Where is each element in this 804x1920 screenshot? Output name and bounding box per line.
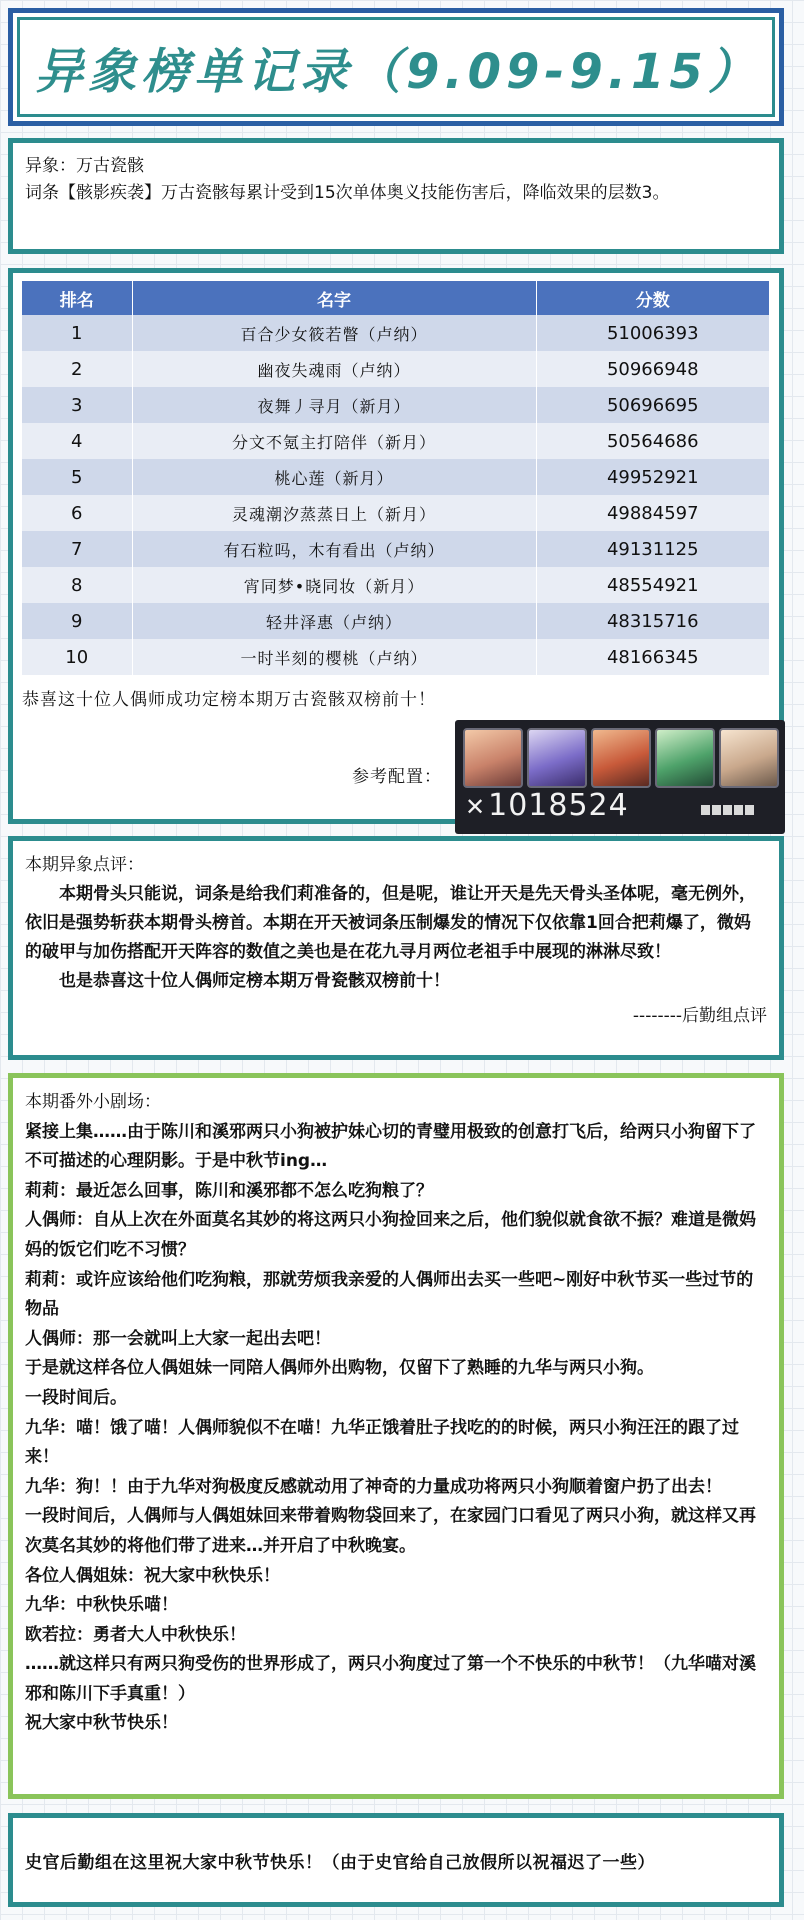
header-rank: 排名 bbox=[22, 281, 132, 315]
name-cell: 一时半刻的樱桃（卢纳） bbox=[132, 639, 536, 675]
page-title: 异象榜单记录（9.09-9.15） bbox=[35, 43, 761, 100]
table-row bbox=[22, 567, 770, 603]
reference-config bbox=[22, 710, 770, 830]
team-screenshot bbox=[455, 720, 785, 834]
story-line: 人偶师：自从上次在外面莫名其妙的将这两只小狗捡回来之后，他们貌似就食欲不振？难道是微妈妈的饭它们吃不习惯？ bbox=[25, 1210, 756, 1260]
review-paragraph: 也是恭喜这十位人偶师定榜本期万骨瓷骸双榜前十！ bbox=[59, 971, 450, 991]
config-label: 参考配置： bbox=[352, 767, 442, 787]
score-cell: 50564686 bbox=[536, 423, 770, 459]
review-paragraph: 本期骨头只能说，词条是给我们莉准备的，但是呢，谁让开天是先天骨头圣体呢，毫无例外，依旧是强势斩获本期骨头榜首。本期在开天被词条压制爆发的情况下仅依靠1回合把莉爆了，微妈的破甲与加伤搭配开天阵容的数值之美也是在花九寻月两位老祖手中展现的淋淋尽致！ bbox=[25, 884, 756, 962]
score-cell: 50696695 bbox=[536, 387, 770, 423]
rank-cell: 3 bbox=[22, 387, 132, 423]
name-cell: 轻井泽惠（卢纳） bbox=[132, 603, 536, 639]
review-panel bbox=[8, 836, 784, 1060]
score-cell: 49131125 bbox=[536, 531, 770, 567]
rank-cell: 4 bbox=[22, 423, 132, 459]
story-line: 一段时间后。 bbox=[25, 1387, 127, 1408]
name-cell: 夜舞丿寻月（新月） bbox=[132, 387, 536, 423]
footer-message: 史官后勤组在这里祝大家中秋节快乐！（由于史官给自己放假所以祝福迟了一些） bbox=[25, 1852, 655, 1873]
table-row bbox=[22, 495, 770, 531]
crossed-swords-icon: ✕ bbox=[465, 793, 487, 821]
rank-cell: 6 bbox=[22, 495, 132, 531]
story-line: 祝大家中秋节快乐！ bbox=[25, 1713, 178, 1734]
score-cell: 51006393 bbox=[536, 315, 770, 351]
story-line: 人偶师：那一会就叫上大家一起出去吧！ bbox=[25, 1328, 331, 1349]
table-row bbox=[22, 531, 770, 567]
table-row bbox=[22, 639, 770, 675]
score-cell: 48554921 bbox=[536, 567, 770, 603]
name-cell: 有石粒吗，木有看出（卢纳） bbox=[132, 531, 536, 567]
score-cell: 48166345 bbox=[536, 639, 770, 675]
rank-cell: 2 bbox=[22, 351, 132, 387]
ranking-header-row bbox=[22, 281, 770, 315]
story-line: 于是就这样各位人偶姐妹一同陪人偶师外出购物，仅留下了熟睡的九华与两只小狗。 bbox=[25, 1358, 654, 1379]
name-cell: 桃心莲（新月） bbox=[132, 459, 536, 495]
table-row bbox=[22, 315, 770, 351]
doll-portrait-icon bbox=[719, 728, 779, 788]
score-cell: 49884597 bbox=[536, 495, 770, 531]
name-cell: 分文不氪主打陪伴（新月） bbox=[132, 423, 536, 459]
buff-indicator-icon bbox=[701, 800, 777, 822]
review-signature: --------后勤组点评 bbox=[632, 1006, 767, 1026]
table-row bbox=[22, 387, 770, 423]
story-line: 九华：中秋快乐喵！ bbox=[25, 1595, 178, 1616]
rank-cell: 10 bbox=[22, 639, 132, 675]
rank-cell: 5 bbox=[22, 459, 132, 495]
rank-cell: 8 bbox=[22, 567, 132, 603]
story-line: 一段时间后，人偶师与人偶姐妹回来带着购物袋回来了，在家园门口看见了两只小狗，就这样又再次莫名其妙的将他们带了进来…并开启了中秋晚宴。 bbox=[25, 1506, 756, 1556]
name-cell: 百合少女筱若瞥（卢纳） bbox=[132, 315, 536, 351]
score-cell: 48315716 bbox=[536, 603, 770, 639]
boss-affix-line: 词条【骸影疾袭】万古瓷骸每累计受到15次单体奥义技能伤害后，降临效果的层数3。 bbox=[25, 183, 670, 203]
story-line: 紧接上集……由于陈川和溪邪两只小狗被护妹心切的青璧用极致的创意打飞后，给两只小狗留下了不可描述的心理阴影。于是中秋节ing… bbox=[25, 1121, 756, 1172]
rank-cell: 1 bbox=[22, 315, 132, 351]
score-cell: 50966948 bbox=[536, 351, 770, 387]
score-cell: 49952921 bbox=[536, 459, 770, 495]
doll-portrait-icon bbox=[463, 728, 523, 788]
story-line: 莉莉：最近怎么回事，陈川和溪邪都不怎么吃狗粮了？ bbox=[25, 1180, 433, 1201]
doll-portrait-icon bbox=[527, 728, 587, 788]
story-line: ……就这样只有两只狗受伤的世界形成了，两只小狗度过了第一个不快乐的中秋节！（九华喵对溪邪和陈川下手真重！） bbox=[25, 1654, 756, 1704]
story-line: 莉莉：或许应该给他们吃狗粮，那就劳烦我亲爱的人偶师出去买一些吧~刚好中秋节买一些过节的物品 bbox=[25, 1269, 754, 1320]
review-heading: 本期异象点评： bbox=[25, 855, 144, 875]
story-line: 各位人偶姐妹：祝大家中秋快乐！ bbox=[25, 1565, 280, 1586]
header-score: 分数 bbox=[536, 281, 770, 315]
team-score-value: 1018524 bbox=[488, 788, 629, 823]
ranking-panel bbox=[8, 268, 784, 824]
ranking-congrats: 恭喜这十位人偶师成功定榜本期万古瓷骸双榜前十！ bbox=[22, 690, 436, 710]
boss-name-line: 异象：万古瓷骸 bbox=[25, 156, 144, 176]
story-line: 九华：狗！！由于九华对狗极度反感就动用了神奇的力量成功将两只小狗顺着窗户扔了出去！ bbox=[25, 1476, 722, 1497]
table-row bbox=[22, 459, 770, 495]
story-line: 欧若拉：勇者大人中秋快乐！ bbox=[25, 1624, 246, 1645]
team-score bbox=[465, 788, 629, 823]
rank-cell: 9 bbox=[22, 603, 132, 639]
doll-portrait-icon bbox=[591, 728, 651, 788]
footer-panel bbox=[8, 1813, 784, 1907]
boss-info-panel bbox=[8, 138, 784, 254]
story-panel bbox=[8, 1073, 784, 1799]
title-banner bbox=[8, 8, 784, 126]
table-row bbox=[22, 423, 770, 459]
doll-portrait-icon bbox=[655, 728, 715, 788]
name-cell: 幽夜失魂雨（卢纳） bbox=[132, 351, 536, 387]
story-heading: 本期番外小剧场： bbox=[25, 1092, 161, 1112]
table-row bbox=[22, 351, 770, 387]
rank-cell: 7 bbox=[22, 531, 132, 567]
ranking-table bbox=[22, 281, 770, 675]
name-cell: 宵同梦•晓同妆（新月） bbox=[132, 567, 536, 603]
header-name: 名字 bbox=[132, 281, 536, 315]
story-line: 九华：喵！饿了喵！人偶师貌似不在喵！九华正饿着肚子找吃的的时候，两只小狗汪汪的跟了过来！ bbox=[25, 1417, 739, 1468]
table-row bbox=[22, 603, 770, 639]
name-cell: 灵魂潮汐蒸蒸日上（新月） bbox=[132, 495, 536, 531]
